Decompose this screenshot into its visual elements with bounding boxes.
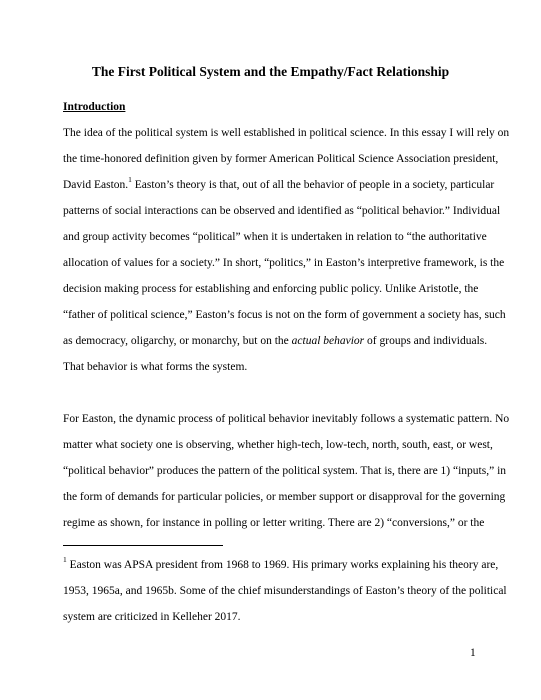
footnote-divider [63, 545, 223, 546]
paragraph-line: regime as shown, for instance in polling or letter writing. There are 2) “conversions,” or the [63, 517, 485, 529]
footnote-line: 1953, 1965a, and 1965b. Some of the chief misunderstandings of Easton’s theory of the political [63, 585, 507, 597]
emphasis-text: actual behavior [291, 335, 365, 347]
footnote-marker: 1 [63, 555, 67, 565]
footnote-line [63, 557, 498, 573]
line-text: as democracy, oligarchy, or monarchy, but on the [63, 335, 292, 347]
paragraph-line [63, 333, 487, 349]
paragraph-line: the form of demands for particular policies, or member support or disapproval for the governing [63, 491, 506, 503]
line-text: David Easton. [63, 179, 129, 191]
paragraph-line: the time-honored definition given by former American Political Science Association president, [63, 153, 499, 165]
paragraph-line: “political behavior” produces the pattern of the political system. That is, there are 1) “inputs,” in [63, 465, 507, 477]
paragraph-line: For Easton, the dynamic process of political behavior inevitably follows a systematic pattern. No [63, 413, 510, 425]
line-text: of groups and individuals. [364, 335, 488, 347]
paragraph-line: “father of political science,” Easton’s focus is not on the form of government a society has, such [63, 309, 506, 321]
page-number: 1 [470, 647, 476, 659]
paragraph-line: That behavior is what forms the system. [63, 361, 248, 373]
paragraph-line: decision making process for establishing and enforcing public policy. Unlike Aristotle, the [63, 283, 479, 295]
paragraph-line: allocation of values for a society.” In short, “politics,” in Easton’s interpretive framework, is the [63, 257, 505, 269]
footnote-marker: 1 [128, 175, 132, 185]
document-title: The First Political System and the Empathy/Fact Relationship [91, 64, 450, 79]
paragraph-line: matter what society one is observing, whether high-tech, low-tech, north, south, east, or west, [63, 439, 493, 451]
line-text: Easton was APSA president from 1968 to 1969. His primary works explaining his theory are, [66, 559, 499, 571]
section-heading: Introduction [63, 101, 126, 113]
footnote-line: system are criticized in Kelleher 2017. [63, 611, 241, 623]
paragraph-line: patterns of social interactions can be observed and identified as “political behavior.” Individual [63, 205, 501, 217]
paragraph-line: and group activity becomes “political” when it is undertaken in relation to “the authoritative [63, 231, 487, 243]
paragraph-line: The idea of the political system is well established in political science. In this essay I will rely on [63, 127, 510, 139]
line-text: Easton’s theory is that, out of all the behavior of people in a society, particular [131, 179, 495, 191]
paragraph-line [63, 177, 494, 193]
